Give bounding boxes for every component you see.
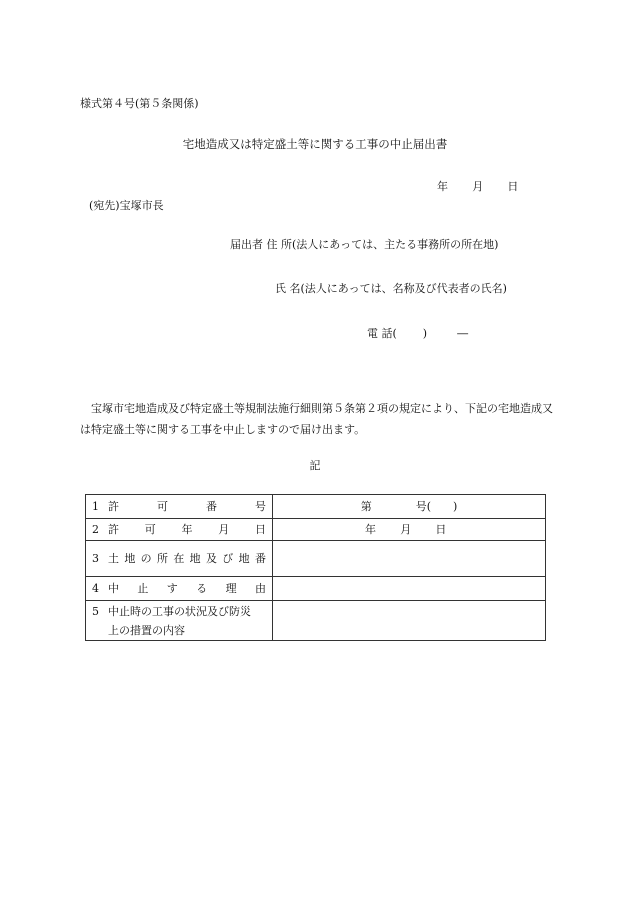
- label-char: 地: [189, 552, 201, 565]
- label-char: 在: [173, 552, 185, 565]
- permit-number-value[interactable]: 第 号( ): [273, 495, 546, 519]
- table-row: [86, 495, 546, 519]
- label-char: 土: [108, 552, 119, 565]
- row-label: [86, 519, 273, 541]
- row-number: 1: [92, 500, 99, 513]
- label-char: 月: [218, 523, 230, 536]
- phone-label: 電 話(: [367, 327, 397, 340]
- label-char: 理: [225, 582, 237, 595]
- row-number: 5: [92, 604, 99, 618]
- ki-heading: 記: [309, 459, 321, 472]
- label-char: 許: [108, 500, 119, 513]
- phone-close: ): [422, 327, 428, 340]
- row-label: [86, 541, 273, 577]
- label-char: 許: [108, 523, 119, 536]
- label-char: 地: [238, 552, 250, 565]
- label-char: 所: [156, 552, 168, 565]
- row-label: [86, 495, 273, 519]
- suspension-reason-value[interactable]: [273, 577, 546, 601]
- label-char: 年: [181, 523, 193, 536]
- label-char: 及: [205, 552, 217, 565]
- label-char: の: [140, 552, 152, 565]
- addressee: (宛先)宝塚市長: [89, 199, 164, 212]
- table-row: [86, 519, 546, 541]
- permit-date-value[interactable]: 年 月 日: [273, 519, 546, 541]
- label-char: 止: [137, 582, 149, 595]
- label-char: び: [222, 552, 234, 565]
- row-number: 2: [92, 523, 99, 536]
- document-title: 宅地造成又は特定盛土等に関する工事の中止届出書: [182, 137, 448, 151]
- label-char: す: [166, 582, 178, 595]
- body-text: 宝塚市宅地造成及び特定盛土等規制法施行細則第５条第２項の規定により、下記の宅地造成又は特定盛土等に関する工事を中止しますので届け出ます。: [80, 402, 553, 436]
- notifier-address-label: 届出者 住 所(法人にあっては、主たる事務所の所在地): [230, 238, 499, 251]
- label-char: 可: [157, 500, 168, 513]
- label-char: 可: [144, 523, 156, 536]
- details-table: [85, 494, 546, 641]
- label-char: 番: [254, 552, 266, 565]
- date-line: 年 月 日: [437, 180, 525, 193]
- row-number: 3: [92, 552, 99, 565]
- label-char: る: [196, 582, 208, 595]
- row-number: 4: [92, 582, 99, 595]
- label-char: 日: [255, 523, 266, 536]
- label-char: 由: [254, 582, 266, 595]
- phone-dash: ―: [457, 327, 469, 340]
- land-location-value[interactable]: [273, 541, 546, 577]
- form-id: 様式第４号(第５条関係): [80, 97, 199, 110]
- notifier-phone: [367, 328, 468, 339]
- work-status-value[interactable]: [273, 601, 546, 641]
- notifier-name-label: 氏 名(法人にあっては、名称及び代表者の氏名): [275, 282, 507, 295]
- table-row: [86, 601, 546, 641]
- label-char: 番: [206, 500, 217, 513]
- row-label-line: 中止時の工事の状況及び防災: [108, 604, 251, 618]
- label-char: 号: [255, 500, 266, 513]
- row-label: [86, 601, 273, 641]
- table-row: [86, 577, 546, 601]
- row-label: [86, 577, 273, 601]
- label-char: 地: [124, 552, 136, 565]
- label-char: 中: [108, 582, 119, 595]
- table-row: [86, 541, 546, 577]
- row-label-line: 上の措置の内容: [108, 623, 185, 637]
